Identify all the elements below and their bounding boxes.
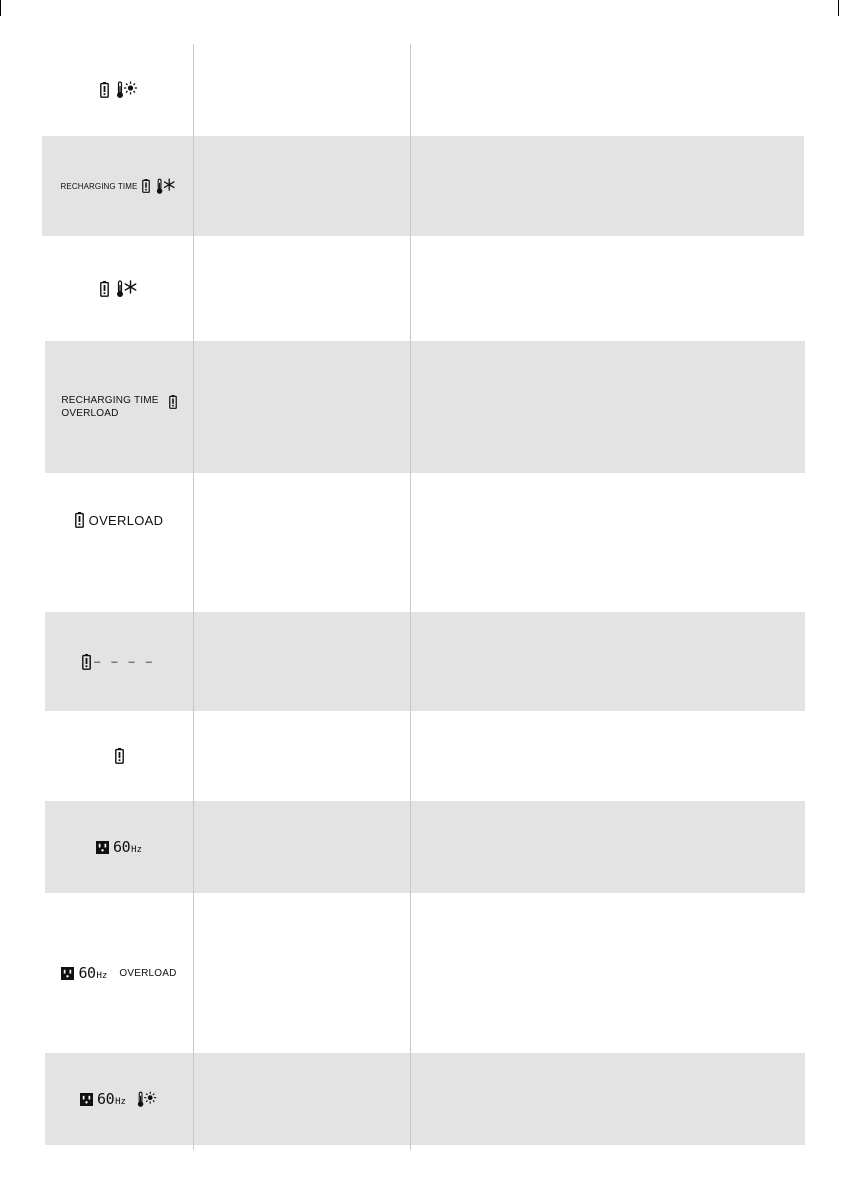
frequency-readout	[78, 964, 107, 982]
frequency-value: 60	[97, 1090, 115, 1108]
status-row-8	[45, 801, 193, 893]
column-divider-1	[193, 44, 194, 1150]
thermometer-snowflake-icon	[155, 178, 177, 195]
battery-warning-icon	[100, 82, 109, 98]
thermometer-sun-icon	[115, 81, 139, 99]
recharging-time-label: RECHARGING TIME	[60, 181, 138, 191]
recharging-time-label: RECHARGING TIME	[61, 395, 159, 406]
crop-mark-top-right	[838, 0, 839, 16]
battery-warning-icon	[82, 654, 91, 670]
column-divider-2	[410, 44, 411, 1150]
ac-outlet-icon	[61, 967, 74, 980]
thermometer-snowflake-icon	[115, 280, 139, 298]
frequency-unit: Hz	[131, 845, 142, 855]
frequency-readout	[113, 838, 142, 856]
battery-warning-icon	[169, 395, 177, 409]
frequency-readout	[97, 1090, 126, 1108]
status-row-10	[45, 1053, 193, 1145]
battery-warning-icon	[115, 748, 124, 764]
status-row-6	[45, 612, 193, 711]
thermometer-sun-icon	[136, 1091, 158, 1108]
frequency-value: 60	[113, 838, 131, 856]
crop-mark-top-left	[0, 0, 1, 16]
frequency-unit: Hz	[115, 1097, 126, 1107]
battery-warning-icon	[100, 281, 109, 297]
status-row-5	[45, 473, 193, 612]
overload-label: OVERLOAD	[61, 408, 119, 419]
frequency-value: 60	[78, 964, 96, 982]
status-row-2	[45, 136, 193, 236]
frequency-unit: Hz	[96, 971, 108, 981]
status-row-1	[45, 44, 193, 136]
ac-outlet-icon	[80, 1093, 93, 1106]
status-row-9	[45, 893, 193, 1053]
status-row-3	[45, 236, 193, 341]
battery-warning-icon	[142, 179, 150, 193]
status-row-7	[45, 711, 193, 801]
dashes-placeholder: – – – –	[94, 655, 156, 668]
battery-warning-icon	[75, 512, 84, 528]
status-row-4	[45, 341, 193, 473]
overload-label: OVERLOAD	[88, 512, 164, 528]
overload-label: OVERLOAD	[119, 967, 177, 979]
ac-outlet-icon	[96, 841, 109, 854]
